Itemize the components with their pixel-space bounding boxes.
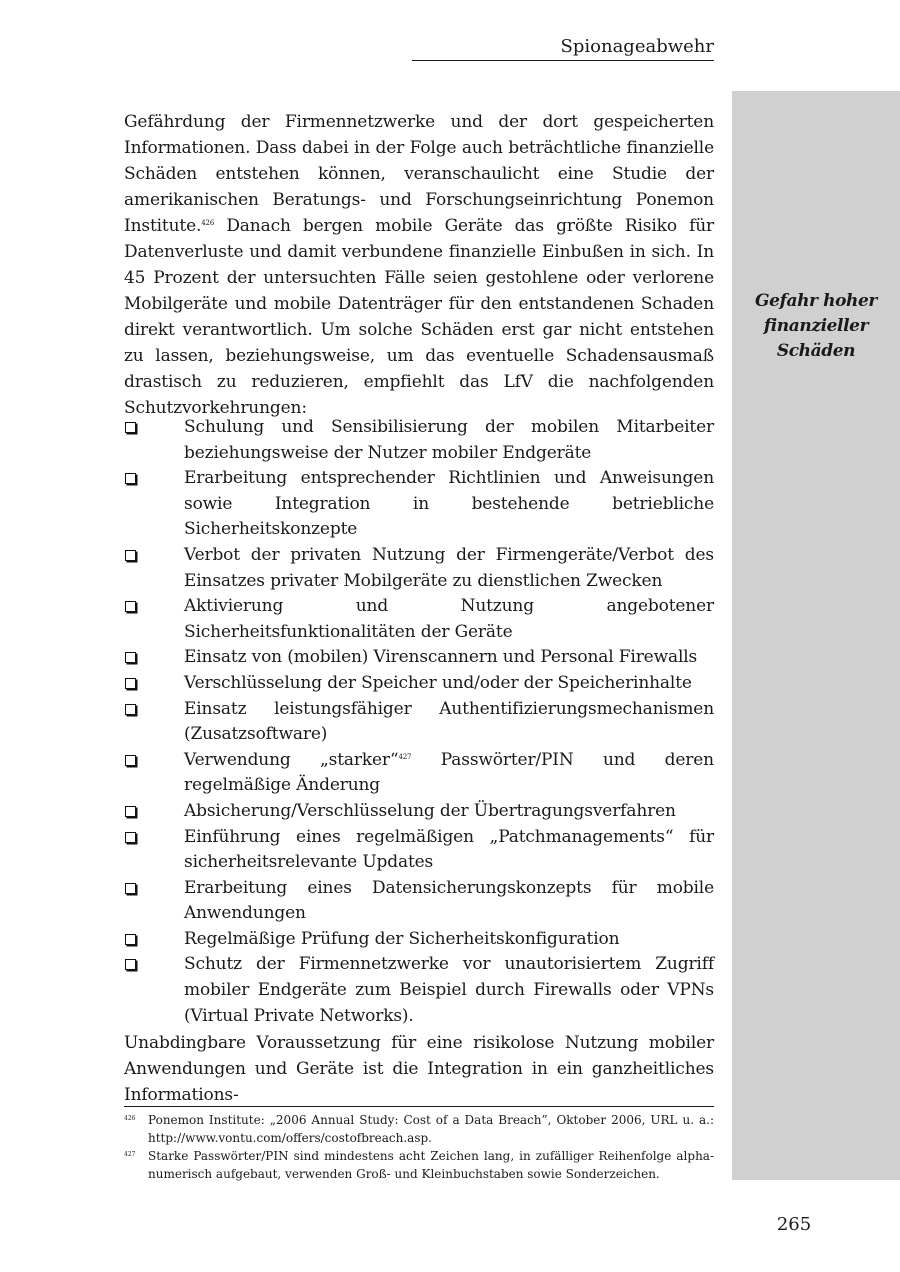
- footnotes: [124, 1111, 714, 1183]
- list-item-text: Erarbeitung eines Datensicherungskonzepts für mobile Anwendungen: [184, 877, 714, 924]
- margin-note: [732, 289, 900, 364]
- checkbox-icon: [125, 959, 136, 970]
- list-item: [124, 825, 714, 876]
- list-item-text: Aktivierung und Nutzung angebotener Sicherheitsfunktionalitäten der Geräte: [184, 596, 714, 642]
- list-item-text: Schutz der Firmennetzwerke vor unautorisiertem Zugriff mobiler Endgeräte zum Beispiel durch Firewalls oder VPNs (Virtual Private Networks).: [184, 954, 714, 1026]
- list-item-text: Erarbeitung entsprechender Richtlinien und Anweisungen sowie Integration in bestehende betriebliche Sicherheitskonzepte: [184, 468, 714, 540]
- checkbox-icon: [125, 934, 136, 945]
- list-item: [124, 543, 714, 594]
- footnote-number: 427: [124, 1151, 136, 1158]
- checkbox-icon: [125, 704, 136, 715]
- list-item-text: Verschlüsselung der Speicher und/oder der Speicherinhalte: [184, 672, 692, 693]
- checkbox-icon: [125, 832, 136, 843]
- list-item-text: Einsatz von (mobilen) Virenscannern und Personal Firewalls: [184, 647, 698, 668]
- footnote-rule: [124, 1106, 714, 1107]
- checkbox-icon: [125, 422, 136, 433]
- checkbox-icon: [125, 473, 136, 484]
- footnote: [124, 1111, 714, 1147]
- list-item: [124, 876, 714, 927]
- list-item-text: Schulung und Sensibilisierung der mobilen Mitarbeiter beziehungsweise der Nutzer mobiler Endgeräte: [184, 417, 714, 463]
- running-header-title: Spionageabwehr: [560, 36, 714, 57]
- margin-sidebar: [732, 91, 900, 1180]
- footnote-text: Starke Passwörter/PIN sind mindestens acht Zeichen lang, in zufälliger Reihenfolge alpha-numerisch aufgebaut, verwenden Groß- und Kleinbuchstaben sowie Sonderzeichen.: [148, 1149, 714, 1181]
- checkbox-icon: [125, 678, 136, 689]
- checkbox-icon: [125, 652, 136, 663]
- margin-note-line: finanzieller: [763, 316, 869, 336]
- footnote: [124, 1147, 714, 1183]
- list-item-text: Regelmäßige Prüfung der Sicherheitskonfiguration: [184, 928, 620, 949]
- intro-text-continued: Danach bergen mobile Geräte das größte Risiko für Datenverluste und damit verbundene finanzielle Einbußen in sich. In 45 Prozent der untersuchten Fälle seien gestohlene oder verlorene Mobilgeräte und mobile Datenträger für den entstandenen Schaden direkt verantwortlich. Um solche Schäden erst gar nicht entstehen zu lassen, beziehungsweise, um das eventuelle Schadensausmaß drastisch zu reduzieren, empfiehlt das LfV die nachfolgenden Schutzvorkehrungen:: [124, 216, 714, 418]
- list-item-text: Einsatz leistungsfähiger Authentifizierungsmechanismen (Zusatzsoftware): [184, 698, 714, 745]
- list-item: [124, 927, 714, 953]
- footnote-ref-426[interactable]: 426: [201, 219, 215, 227]
- list-item: [124, 952, 714, 1029]
- margin-note-line: Schäden: [776, 341, 856, 361]
- list-item: [124, 466, 714, 543]
- checkbox-icon: [125, 806, 136, 817]
- list-item: [124, 671, 714, 697]
- protection-measures-list: [124, 415, 714, 1029]
- list-item: [124, 697, 714, 748]
- header-rule: [412, 60, 714, 61]
- checkbox-icon: [125, 601, 136, 612]
- intro-text: Gefährdung der Firmennetzwerke und der dort gespeicherten Informationen. Dass dabei in der Folge auch beträchtliche finanzielle Schäden entstehen können, veranschaulicht eine Studie der amerikanischen Beratungs- und Forschungseinrichtung Ponemon Institute.: [124, 112, 714, 236]
- list-item-text: Verbot der privaten Nutzung der Firmengeräte/Verbot des Einsatzes privater Mobilgeräte zu dienstlichen Zwecken: [184, 544, 714, 591]
- list-item-text: Absicherung/Verschlüsselung der Übertragungsverfahren: [184, 800, 676, 821]
- footnote-text: Ponemon Institute: „2006 Annual Study: Cost of a Data Breach”, Oktober 2006, URL u. a.: http://www.vontu.com/offers/costofbreach.asp.: [148, 1113, 714, 1145]
- checkbox-icon: [125, 883, 136, 894]
- footnote-number: 426: [124, 1115, 136, 1122]
- page-number: 265: [776, 1214, 812, 1235]
- list-item-text: Verwendung „starker“: [184, 749, 399, 770]
- checkbox-icon: [125, 755, 136, 766]
- list-item: [124, 415, 714, 466]
- intro-paragraph: [124, 109, 714, 421]
- list-item-text: Einführung eines regelmäßigen „Patchmanagements“ für sicherheitsrelevante Updates: [184, 826, 714, 873]
- checkbox-icon: [125, 550, 136, 561]
- list-item-text-continued: Passwörter/PIN und deren regelmäßige Änderung: [184, 749, 714, 796]
- list-item: [124, 799, 714, 825]
- list-item: [124, 594, 714, 645]
- outro-paragraph: [124, 1030, 714, 1108]
- footnote-ref-427[interactable]: 427: [398, 752, 412, 761]
- margin-note-line: Gefahr hoher: [755, 291, 877, 311]
- outro-text: Unabdingbare Voraussetzung für eine risikolose Nutzung mobiler Anwendungen und Geräte ist die Integration in ein ganzheitliches Informations-: [124, 1033, 714, 1105]
- list-item: [124, 645, 714, 671]
- list-item: [124, 748, 714, 799]
